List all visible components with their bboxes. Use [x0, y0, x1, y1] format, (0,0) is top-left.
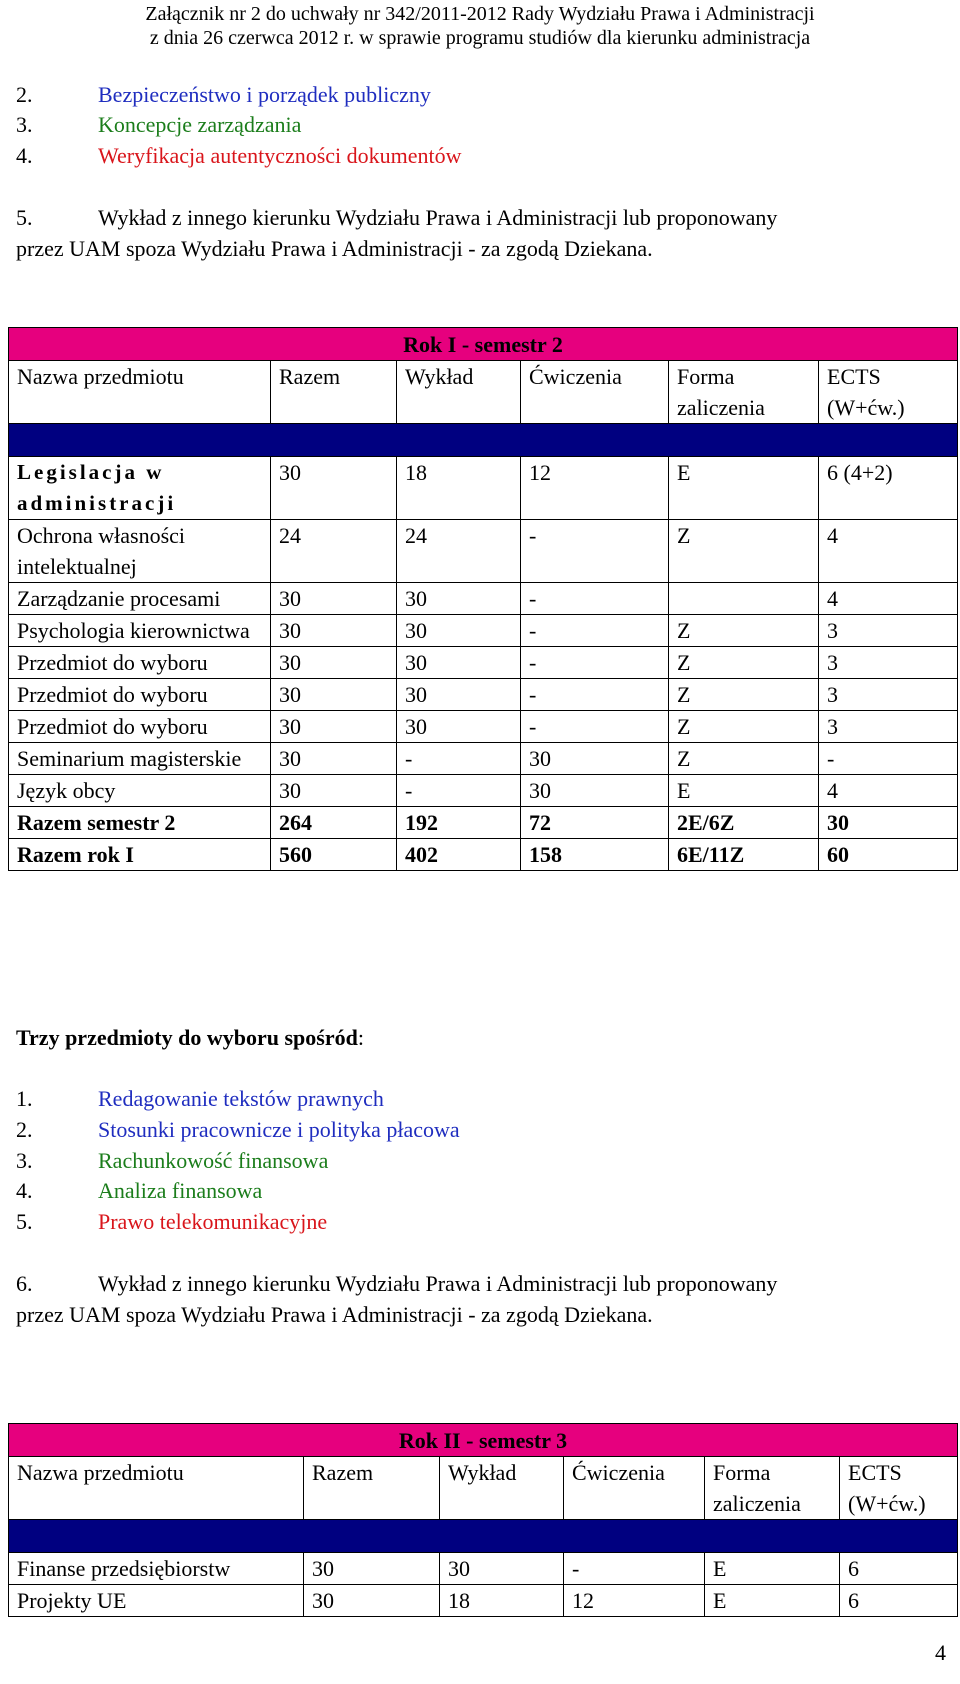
list-item: 4. Analiza finansowa: [16, 1178, 263, 1203]
page-number: 4: [935, 1640, 946, 1665]
table-row: Przedmiot do wyboru 30 30 - Z 3: [9, 679, 958, 711]
table-row: Ochrona własności intelektualnej 24 24 - Z 4: [9, 520, 958, 583]
list-item: 2. Stosunki pracownicze i polityka płacowa: [16, 1117, 460, 1142]
table-title: Rok II - semestr 3: [9, 1424, 958, 1457]
table-row: Przedmiot do wyboru 30 30 - Z 3: [9, 711, 958, 743]
list-item: 1. Redagowanie tekstów prawnych: [16, 1086, 384, 1111]
column-header: Razem: [304, 1457, 440, 1520]
column-header: ECTS (W+ćw.): [840, 1457, 958, 1520]
column-header: Forma zaliczenia: [669, 361, 819, 424]
table-row: Psychologia kierownictwa 30 30 - Z 3: [9, 615, 958, 647]
table-row: Przedmiot do wyboru 30 30 - Z 3: [9, 647, 958, 679]
document-header-line1: Załącznik nr 2 do uchwały nr 342/2011-2012 Rady Wydziału Prawa i Administracji: [145, 3, 815, 25]
totals-row: Razem semestr 2 264 192 72 2E/6Z 30: [9, 807, 958, 839]
column-header: Nazwa przedmiotu: [9, 1457, 304, 1520]
list-item: 4. Weryfikacja autentyczności dokumentów: [16, 143, 462, 168]
list-item: 3. Rachunkowość finansowa: [16, 1148, 329, 1173]
totals-row: Razem rok I 560 402 158 6E/11Z 60: [9, 839, 958, 871]
column-header: Wykład: [440, 1457, 564, 1520]
divider-bar: [9, 1520, 958, 1553]
list-item: 2. Bezpieczeństwo i porządek publiczny: [16, 82, 431, 107]
table-rok1-sem2: [8, 327, 958, 871]
table-row: Język obcy 30 - 30 E 4: [9, 775, 958, 807]
table-row: Zarządzanie procesami 30 30 - 4: [9, 583, 958, 615]
note-line: przez UAM spoza Wydziału Prawa i Administracji - za zgodą Dziekana.: [16, 1302, 653, 1327]
column-header: ECTS (W+ćw.): [819, 361, 958, 424]
table-rok2-sem3: [8, 1423, 958, 1617]
table-title: Rok I - semestr 2: [9, 328, 958, 361]
choice-heading: Trzy przedmioty do wyboru spośród:: [16, 1025, 364, 1050]
column-header: Forma zaliczenia: [705, 1457, 840, 1520]
column-header: Ćwiczenia: [564, 1457, 705, 1520]
table-row: Legislacja w administracji 30 18 12 E 6 (4+2): [9, 457, 958, 520]
table-row: Seminarium magisterskie 30 - 30 Z -: [9, 743, 958, 775]
column-header: Nazwa przedmiotu: [9, 361, 271, 424]
column-header: Wykład: [397, 361, 521, 424]
column-header: Ćwiczenia: [521, 361, 669, 424]
divider-bar: [9, 424, 958, 457]
table-row: Projekty UE 30 18 12 E 6: [9, 1585, 958, 1617]
list-item: 3. Koncepcje zarządzania: [16, 112, 302, 137]
document-header-line2: z dnia 26 czerwca 2012 r. w sprawie programu studiów dla kierunku administracja: [149, 27, 811, 49]
note-line: 5. Wykład z innego kierunku Wydziału Prawa i Administracji lub proponowany: [16, 205, 778, 230]
note-line: 6. Wykład z innego kierunku Wydziału Prawa i Administracji lub proponowany: [16, 1271, 778, 1296]
note-line: przez UAM spoza Wydziału Prawa i Administracji - za zgodą Dziekana.: [16, 236, 653, 261]
table-row: Finanse przedsiębiorstw 30 30 - E 6: [9, 1553, 958, 1585]
list-item: 5. Prawo telekomunikacyjne: [16, 1209, 328, 1234]
column-header: Razem: [271, 361, 397, 424]
